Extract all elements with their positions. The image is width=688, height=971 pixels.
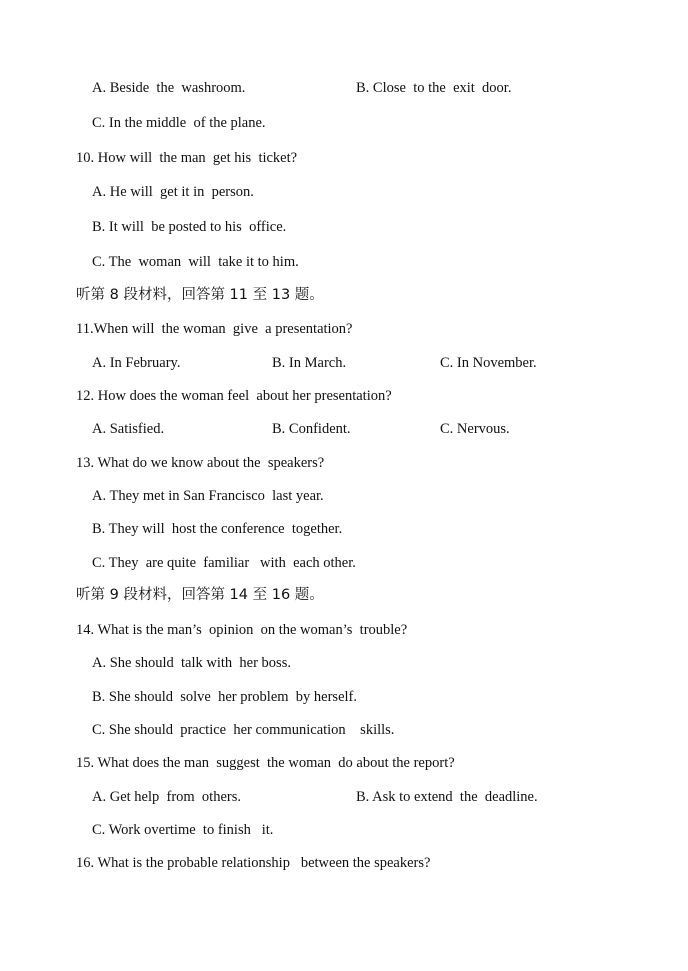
q12-option-c: C. Nervous. [440, 421, 510, 437]
q15-option-c: C. Work overtime to finish it. [92, 822, 274, 838]
q14-question: 14. What is the man’s opinion on the woman’s trouble? [76, 622, 408, 638]
q13-question: 13. What do we know about the speakers? [76, 455, 325, 471]
q10-option-a: A. He will get it in person. [92, 184, 254, 200]
q9-option-a: A. Beside the washroom. [92, 80, 246, 96]
q15-question: 15. What does the man suggest the woman do about the report? [76, 755, 455, 771]
q12-option-b: B. Confident. [272, 421, 351, 437]
q10-question: 10. How will the man get his ticket? [76, 150, 298, 166]
q13-option-a: A. They met in San Francisco last year. [92, 488, 324, 504]
q9-option-b: B. Close to the exit door. [356, 80, 512, 96]
q10-option-b: B. It will be posted to his office. [92, 219, 287, 235]
q14-option-a: A. She should talk with her boss. [92, 655, 291, 671]
q12-question: 12. How does the woman feel about her presentation? [76, 388, 392, 404]
q9-option-c: C. In the middle of the plane. [92, 115, 266, 131]
q11-option-b: B. In March. [272, 355, 347, 371]
q11-question: 11.When will the woman give a presentation? [76, 321, 353, 337]
q15-option-a: A. Get help from others. [92, 789, 241, 805]
section-8-heading: 听第 8 段材料，回答第 11 至 13 题。 [76, 287, 324, 303]
q16-question: 16. What is the probable relationship between the speakers? [76, 855, 431, 871]
q14-option-c: C. She should practice her communication skills. [92, 722, 395, 738]
q11-option-a: A. In February. [92, 355, 181, 371]
q12-option-a: A. Satisfied. [92, 421, 165, 437]
q10-option-c: C. The woman will take it to him. [92, 254, 299, 270]
q14-option-b: B. She should solve her problem by herself. [92, 689, 357, 705]
section-9-heading: 听第 9 段材料，回答第 14 至 16 题。 [76, 587, 324, 603]
q13-option-c: C. They are quite familiar with each other. [92, 555, 356, 571]
q13-option-b: B. They will host the conference together. [92, 521, 343, 537]
q11-option-c: C. In November. [440, 355, 537, 371]
q15-option-b: B. Ask to extend the deadline. [356, 789, 538, 805]
